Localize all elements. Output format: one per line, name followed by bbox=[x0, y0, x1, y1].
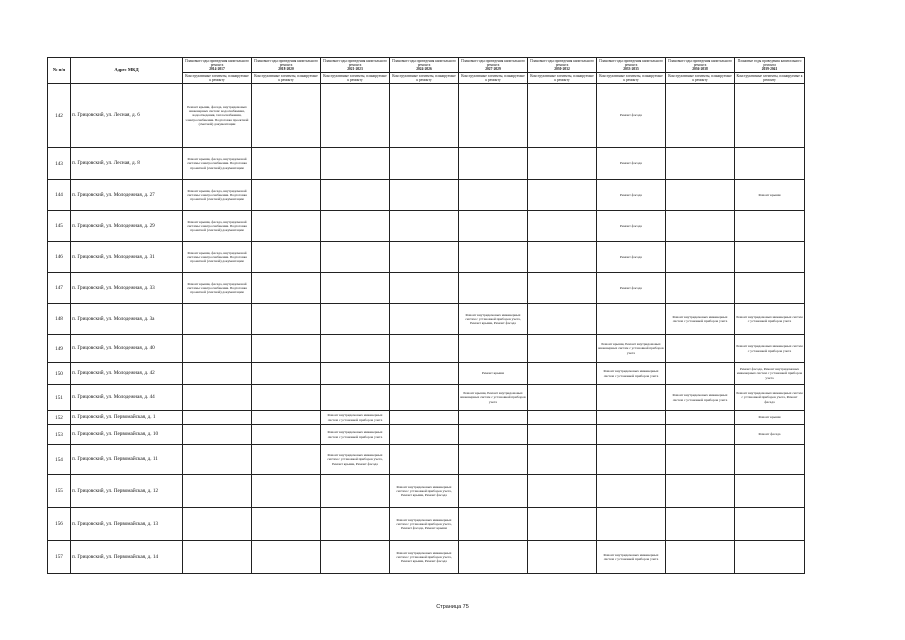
repair-works-cell bbox=[252, 363, 321, 385]
repair-works-cell bbox=[390, 335, 459, 363]
row-number: 155 bbox=[48, 475, 71, 508]
repair-works-cell: Ремонт внутридомовых инженерных систем с установкой приборов учета, Ремонт крыши, Ремонт фасада bbox=[321, 445, 390, 475]
repair-works-cell bbox=[735, 84, 805, 148]
repair-works-cell bbox=[735, 148, 805, 180]
row-number: 152 bbox=[48, 411, 71, 425]
repair-works-cell bbox=[735, 508, 805, 541]
row-number: 154 bbox=[48, 445, 71, 475]
repair-works-cell: Ремонт фасада, Ремонт внутридомовых инженерных систем с установкой приборов учета bbox=[735, 363, 805, 385]
table-row bbox=[48, 411, 805, 425]
repair-works-cell: Ремонт фасада bbox=[597, 211, 666, 242]
repair-works-cell bbox=[252, 84, 321, 148]
repair-works-cell bbox=[528, 180, 597, 211]
repair-works-cell bbox=[183, 304, 252, 335]
repair-works-cell bbox=[390, 411, 459, 425]
header-period: Плановые годы проведения капитального ремонта 2014-2017 bbox=[183, 58, 252, 73]
repair-works-cell bbox=[321, 385, 390, 411]
repair-works-cell bbox=[321, 273, 390, 304]
repair-works-cell: Ремонт внутридомовых инженерных систем с установкой приборов учета, Ремонт фасада, Ремонт крыши bbox=[390, 508, 459, 541]
repair-works-cell bbox=[390, 385, 459, 411]
table-row bbox=[48, 475, 805, 508]
repair-works-cell bbox=[459, 508, 528, 541]
repair-works-cell bbox=[183, 385, 252, 411]
repair-works-cell bbox=[321, 475, 390, 508]
repair-works-cell bbox=[597, 508, 666, 541]
repair-works-cell bbox=[183, 411, 252, 425]
header-subtitle: Конструктивные элементы, планируемые к ремонту bbox=[666, 73, 735, 84]
repair-works-cell bbox=[390, 445, 459, 475]
row-address: п. Грицовский, ул. Первомайская, д. 14 bbox=[71, 541, 183, 574]
header-subtitle: Конструктивные элементы, планируемые к ремонту bbox=[459, 73, 528, 84]
header-subtitle: Конструктивные элементы, планируемые к ремонту bbox=[390, 73, 459, 84]
repair-works-cell: Ремонт крыши, фасада, внутридомовой системы электроснабжения. Подготовка проектной (сметной) документации bbox=[183, 273, 252, 304]
repair-works-cell bbox=[735, 242, 805, 273]
table-row bbox=[48, 335, 805, 363]
header-period: Плановые годы проведения капитального ремонта 2039-2041 bbox=[735, 58, 805, 73]
repair-works-cell: Ремонт внутридомовых инженерных систем с установкой приборов учета, Ремонт фасада bbox=[735, 385, 805, 411]
repair-works-cell bbox=[321, 148, 390, 180]
repair-works-cell: Ремонт внутридомовых инженерных систем с установкой приборов учета bbox=[735, 304, 805, 335]
repair-works-cell bbox=[321, 180, 390, 211]
row-address: п. Грицовский, ул. Первомайская, д. 10 bbox=[71, 425, 183, 445]
repair-works-cell bbox=[666, 180, 735, 211]
table-row bbox=[48, 508, 805, 541]
header-period: Плановые годы проведения капитального ремонта 2021-2023 bbox=[321, 58, 390, 73]
row-address: п. Грицовский, ул. Молодежная, д. 27 bbox=[71, 180, 183, 211]
repair-works-cell bbox=[666, 273, 735, 304]
repair-works-cell bbox=[252, 148, 321, 180]
row-address: п. Грицовский, ул. Первомайская, д. 12 bbox=[71, 475, 183, 508]
repair-works-cell bbox=[666, 475, 735, 508]
repair-works-cell bbox=[459, 541, 528, 574]
repair-works-cell bbox=[252, 411, 321, 425]
repair-works-cell: Ремонт внутридомовых инженерных систем с установкой приборов учета bbox=[321, 425, 390, 445]
repair-works-cell bbox=[666, 148, 735, 180]
repair-works-cell bbox=[528, 148, 597, 180]
repair-works-cell bbox=[666, 425, 735, 445]
repair-works-cell: Ремонт крыши, фасада, внутридомовой системы электроснабжения. Подготовка проектной (сметной) документации bbox=[183, 180, 252, 211]
header-period: Плановые годы проведения капитального ремонта 2024-2026 bbox=[390, 58, 459, 73]
header-subtitle: Конструктивные элементы, планируемые к ремонту bbox=[736, 73, 803, 82]
repair-works-cell: Ремонт крыши, Ремонт внутридомовых инженерных систем с установкой приборов учета bbox=[597, 335, 666, 363]
row-number: 157 bbox=[48, 541, 71, 574]
repair-works-cell bbox=[459, 411, 528, 425]
repair-works-cell bbox=[528, 211, 597, 242]
header-subtitle: Конструктивные элементы, планируемые к ремонту bbox=[528, 73, 597, 84]
header-period: Плановые годы проведения капитального ремонта 2018-2020 bbox=[252, 58, 321, 73]
row-address: п. Грицовский, ул. Молодежная, д. 29 bbox=[71, 211, 183, 242]
row-number: 145 bbox=[48, 211, 71, 242]
repair-works-cell: Ремонт фасада bbox=[735, 425, 805, 445]
table-row bbox=[48, 363, 805, 385]
repair-works-cell bbox=[735, 273, 805, 304]
repair-works-cell bbox=[528, 541, 597, 574]
repair-works-cell bbox=[390, 211, 459, 242]
repair-works-cell bbox=[459, 180, 528, 211]
repair-works-cell: Ремонт фасада bbox=[597, 273, 666, 304]
repair-works-cell: Ремонт крыши, фасада, внутридомовой системы электроснабжения. Подготовка проектной (сметной) документации bbox=[183, 242, 252, 273]
repair-works-cell bbox=[183, 425, 252, 445]
repair-works-cell bbox=[252, 180, 321, 211]
header-num: № п/п bbox=[48, 58, 71, 84]
repair-works-cell bbox=[252, 385, 321, 411]
repair-works-cell bbox=[459, 335, 528, 363]
table-row bbox=[48, 180, 805, 211]
header-period: Плановые годы проведения капитального ремонта 2033-2035 bbox=[597, 58, 666, 73]
repair-works-cell: Ремонт фасада bbox=[597, 148, 666, 180]
row-number: 150 bbox=[48, 363, 71, 385]
repair-works-cell bbox=[390, 148, 459, 180]
repair-works-cell bbox=[735, 211, 805, 242]
repair-works-cell bbox=[528, 385, 597, 411]
repair-works-cell bbox=[459, 425, 528, 445]
row-address: п. Грицовский, ул. Первомайская, д. 11 bbox=[71, 445, 183, 475]
table-row bbox=[48, 304, 805, 335]
repair-works-cell bbox=[252, 242, 321, 273]
repair-works-cell bbox=[390, 242, 459, 273]
row-number: 144 bbox=[48, 180, 71, 211]
repair-works-cell bbox=[459, 273, 528, 304]
repair-works-cell bbox=[321, 363, 390, 385]
repair-works-cell: Ремонт крыши bbox=[735, 411, 805, 425]
repair-works-cell bbox=[666, 445, 735, 475]
repair-schedule-table bbox=[47, 57, 805, 574]
repair-works-cell bbox=[528, 242, 597, 273]
repair-works-cell bbox=[597, 425, 666, 445]
repair-works-cell bbox=[459, 475, 528, 508]
repair-works-cell bbox=[183, 445, 252, 475]
repair-works-cell bbox=[735, 541, 805, 574]
row-number: 153 bbox=[48, 425, 71, 445]
repair-works-cell bbox=[183, 363, 252, 385]
repair-works-cell bbox=[252, 335, 321, 363]
repair-works-cell bbox=[528, 84, 597, 148]
repair-works-cell: Ремонт внутридомовых инженерных систем с установкой приборов учета, Ремонт крыши, Ремонт фасада bbox=[390, 475, 459, 508]
repair-works-cell: Ремонт внутридомовых инженерных систем с установкой приборов учета bbox=[666, 304, 735, 335]
repair-works-cell bbox=[321, 335, 390, 363]
repair-works-cell bbox=[735, 475, 805, 508]
repair-works-cell bbox=[252, 541, 321, 574]
repair-works-cell bbox=[390, 84, 459, 148]
header-subtitle: Конструктивные элементы, планируемые к ремонту bbox=[597, 73, 666, 84]
repair-works-cell bbox=[666, 242, 735, 273]
repair-works-cell bbox=[390, 363, 459, 385]
repair-works-cell bbox=[528, 475, 597, 508]
repair-works-cell bbox=[252, 211, 321, 242]
repair-works-cell: Ремонт внутридомовых инженерных систем с установкой приборов учета bbox=[735, 335, 805, 363]
row-number: 149 bbox=[48, 335, 71, 363]
document-sheet bbox=[47, 57, 805, 574]
table-row bbox=[48, 385, 805, 411]
table-row bbox=[48, 148, 805, 180]
repair-works-cell bbox=[528, 445, 597, 475]
header-row-periods bbox=[48, 58, 805, 73]
header-period: Плановые годы проведения капитального ремонта 2027-2029 bbox=[459, 58, 528, 73]
repair-works-cell: Ремонт крыши bbox=[459, 363, 528, 385]
repair-works-cell bbox=[528, 335, 597, 363]
repair-works-cell bbox=[459, 84, 528, 148]
header-subtitle: Конструктивные элементы, планируемые к ремонту bbox=[183, 73, 252, 84]
table-row bbox=[48, 541, 805, 574]
repair-works-cell bbox=[666, 541, 735, 574]
repair-works-cell bbox=[321, 84, 390, 148]
row-number: 156 bbox=[48, 508, 71, 541]
repair-works-cell: Ремонт внутридомовых инженерных систем с установкой приборов учета, Ремонт крыши, Ремонт фасада bbox=[459, 304, 528, 335]
repair-works-cell: Ремонт фасада bbox=[597, 242, 666, 273]
row-address: п. Грицовский, ул. Молодежная, д. 31 bbox=[71, 242, 183, 273]
repair-works-cell bbox=[459, 445, 528, 475]
repair-works-cell bbox=[390, 425, 459, 445]
row-address: п. Грицовский, ул. Молодежная, д. 40 bbox=[71, 335, 183, 363]
repair-works-cell bbox=[666, 84, 735, 148]
repair-works-cell bbox=[252, 475, 321, 508]
repair-works-cell bbox=[459, 211, 528, 242]
repair-works-cell bbox=[252, 304, 321, 335]
table-row bbox=[48, 425, 805, 445]
repair-works-cell bbox=[321, 211, 390, 242]
repair-works-cell bbox=[528, 411, 597, 425]
header-subtitle: Конструктивные элементы, планируемые к ремонту bbox=[252, 73, 321, 84]
repair-works-cell bbox=[666, 211, 735, 242]
repair-works-cell bbox=[183, 475, 252, 508]
header-subtitle: Конструктивные элементы, планируемые к ремонту bbox=[321, 73, 390, 84]
table-row bbox=[48, 242, 805, 273]
repair-works-cell bbox=[597, 445, 666, 475]
header-period: Плановые годы проведения капитального ремонта 2036-2038 bbox=[666, 58, 735, 73]
repair-works-cell bbox=[252, 445, 321, 475]
repair-works-cell bbox=[321, 541, 390, 574]
row-address: п. Грицовский, ул. Лесная, д. 8 bbox=[71, 148, 183, 180]
row-number: 148 bbox=[48, 304, 71, 335]
repair-works-cell: Ремонт фасада bbox=[597, 84, 666, 148]
repair-works-cell bbox=[183, 541, 252, 574]
header-address: Адрес МКД bbox=[71, 58, 183, 84]
row-number: 146 bbox=[48, 242, 71, 273]
repair-works-cell bbox=[183, 335, 252, 363]
repair-works-cell bbox=[459, 242, 528, 273]
repair-works-cell: Ремонт крыши, Ремонт внутридомовых инженерных систем с установкой приборов учета bbox=[459, 385, 528, 411]
row-address: п. Грицовский, ул. Молодежная, д. 42 bbox=[71, 363, 183, 385]
repair-works-cell bbox=[321, 508, 390, 541]
row-number: 143 bbox=[48, 148, 71, 180]
row-address: п. Грицовский, ул. Молодежная, д. 44 bbox=[71, 385, 183, 411]
repair-works-cell bbox=[528, 425, 597, 445]
repair-works-cell bbox=[252, 425, 321, 445]
repair-works-cell bbox=[252, 273, 321, 304]
repair-works-cell: Ремонт крыши, фасада, внутридомовых инженерных систем: водоснабжения, водоотведения, теплоснабжения, электроснабжения. Подготовка проектной (сметной) документации bbox=[183, 84, 252, 148]
row-address: п. Грицовский, ул. Молодежная, д. 3а bbox=[71, 304, 183, 335]
repair-works-cell: Ремонт крыши, фасада, внутридомовой системы электроснабжения. Подготовка проектной (сметной) документации bbox=[183, 211, 252, 242]
row-number: 147 bbox=[48, 273, 71, 304]
repair-works-cell bbox=[390, 180, 459, 211]
table-row bbox=[48, 84, 805, 148]
row-number: 151 bbox=[48, 385, 71, 411]
repair-works-cell: Ремонт внутридомовых инженерных систем с установкой приборов учета bbox=[666, 385, 735, 411]
repair-works-cell bbox=[666, 508, 735, 541]
row-address: п. Грицовский, ул. Первомайская, д. 13 bbox=[71, 508, 183, 541]
repair-works-cell bbox=[528, 273, 597, 304]
table-row bbox=[48, 211, 805, 242]
table-row bbox=[48, 445, 805, 475]
repair-works-cell bbox=[597, 304, 666, 335]
repair-works-cell bbox=[528, 304, 597, 335]
repair-works-cell: Ремонт фасада bbox=[597, 180, 666, 211]
repair-works-cell bbox=[666, 363, 735, 385]
repair-works-cell bbox=[390, 273, 459, 304]
table-row bbox=[48, 273, 805, 304]
repair-works-cell bbox=[597, 411, 666, 425]
row-number: 142 bbox=[48, 84, 71, 148]
repair-works-cell bbox=[321, 242, 390, 273]
repair-works-cell bbox=[528, 508, 597, 541]
row-address: п. Грицовский, ул. Первомайская, д. 1 bbox=[71, 411, 183, 425]
row-address: п. Грицовский, ул. Молодежная, д. 33 bbox=[71, 273, 183, 304]
header-period: Плановые годы проведения капитального ремонта 2030-2032 bbox=[528, 58, 597, 73]
repair-works-cell bbox=[252, 508, 321, 541]
repair-works-cell: Ремонт внутридомовых инженерных систем с установкой приборов учета bbox=[321, 411, 390, 425]
table-body bbox=[48, 84, 805, 574]
repair-works-cell bbox=[666, 411, 735, 425]
repair-works-cell: Ремонт внутридомовых инженерных систем с установкой приборов учета bbox=[597, 541, 666, 574]
repair-works-cell bbox=[597, 385, 666, 411]
repair-works-cell bbox=[735, 445, 805, 475]
repair-works-cell bbox=[183, 508, 252, 541]
repair-works-cell bbox=[666, 335, 735, 363]
repair-works-cell bbox=[321, 304, 390, 335]
repair-works-cell: Ремонт крыши bbox=[735, 180, 805, 211]
repair-works-cell bbox=[390, 304, 459, 335]
page-number: Страница 75 bbox=[436, 604, 469, 610]
repair-works-cell: Ремонт крыши, фасада, внутридомовой системы электроснабжения. Подготовка проектной (сметной) документации bbox=[183, 148, 252, 180]
repair-works-cell bbox=[459, 148, 528, 180]
row-address: п. Грицовский, ул. Лесная, д. 6 bbox=[71, 84, 183, 148]
repair-works-cell: Ремонт внутридомовых инженерных систем с установкой приборов учета, Ремонт крыши, Ремонт фасада bbox=[390, 541, 459, 574]
repair-works-cell: Ремонт внутридомовых инженерных систем с установкой приборов учета bbox=[597, 363, 666, 385]
repair-works-cell bbox=[597, 475, 666, 508]
repair-works-cell bbox=[528, 363, 597, 385]
